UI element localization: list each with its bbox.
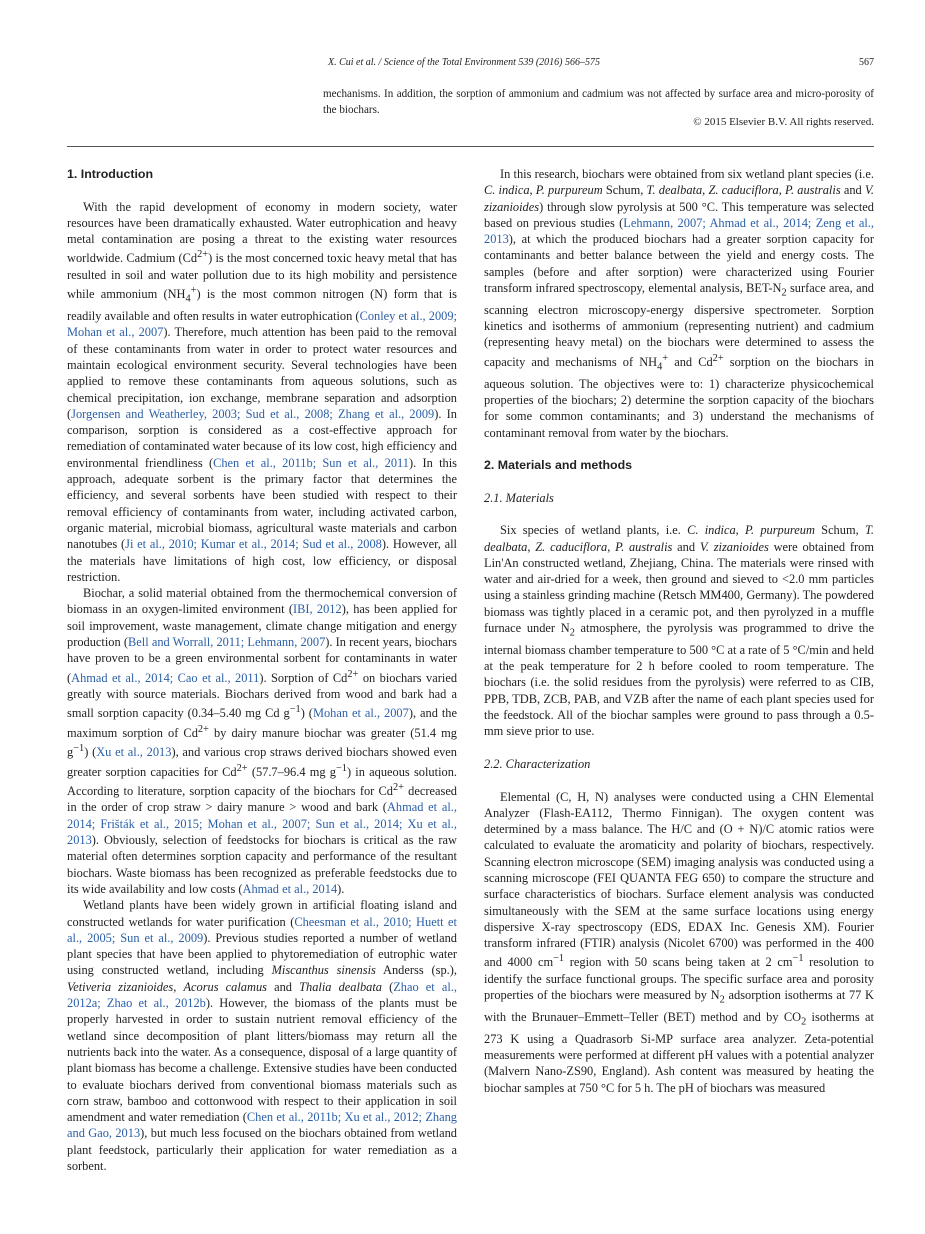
citation-link[interactable]: Lehmann, 2007; Ahmad et al., 2014; Zeng et al., 2013 bbox=[484, 215, 874, 247]
citation-link[interactable]: Conley et al., 2009; Mohan et al., 2007 bbox=[67, 309, 457, 340]
citation-link[interactable]: Ji et al., 2010; Kumar et al., 2014; Sud et al., 2008 bbox=[125, 537, 382, 552]
page-number: 567 bbox=[859, 57, 874, 68]
citation-link[interactable]: Xu et al., 2013 bbox=[96, 745, 172, 760]
intro-paragraph-3: Wetland plants have been widely grown in artificial floating island and constructed wetlands for water purification (Cheesman et al., 2010; Huett et al., 2005; Sun et al., 2009). Previous studies reported a number of wetland plant species that have been applied to phytoremediation of eutrophic water using constructed wetland, including Miscanthus sinensis Anderss (sp.), Vetiveria zizanioides, Acorus calamus and Thalia dealbata (Zhao et al., 2012a; Zhao et al., 2012b). However, the biomass of the plants must be properly harvested in order to sustain nutrient removal efficiency of the wetland since decomposition of plant litters/biomass may return all the nutrients back into the water. As a consequence, disposal of a large quantity of plant biomass has become a challenge. Extensive studies have been conducted to evaluate biochars derived from conventional biomass materials such as corn straw, bamboo and cottonwood with respect to their application in soil amendment and water remediation (Chen et al., 2011b; Xu et al., 2012; Zhang and Gao, 2013), but much less focused on the biochars obtained from wetland plant feedstock, particularly their application for water remediation as a sorbent. bbox=[67, 898, 458, 1173]
running-title: X. Cui et al. / Science of the Total Environment 539 (2016) 566–575 bbox=[328, 57, 601, 68]
abstract-tail: mechanisms. In addition, the sorption of ammonium and cadmium was not affected by surface area and micro-porosity of the biochars. bbox=[323, 88, 874, 116]
materials-paragraph: Six species of wetland plants, i.e. C. indica, P. purpureum Schum, T. dealbata, Z. caduciflora, P. australis and V. zizanioides were obtained from Lin'An constructed wetland, Zhejiang, China. The materials were rinsed with water and air-dried for a week, then ground and sieved to <2.0 mm particles using a stainless grinding machine (Retsch MM400, Germany). The powdered biomass was tightly placed in a ceramic pot, and then pyrolyzed in a muffle furnace under $N_2$ atmosphere, the pyrolysis was programmed to drive the internal biomass chamber temperature to 500 °C at a rate of 5 °C/min and held at the peak temperature for 2 h before cooled to room temperature. The biochars (i.e. the solid residues from the pyrolysis) were referred to as CIB, PPB, TDB, ZCB, PAB, and VZB after the name of each plant species used for the feedstock. All of the biochar samples were ground to pass through a 0.5-mm sieve prior to use. bbox=[484, 523, 875, 739]
citation-link[interactable]: IBI, 2012 bbox=[292, 602, 342, 617]
copyright-notice: © 2015 Elsevier B.V. All rights reserved. bbox=[693, 116, 874, 128]
intro-paragraph-2: Biochar, a solid material obtained from the thermochemical conversion of biomass in an oxygen-limited environment (IBI, 2012), has been applied for soil improvement, waste management, climate change mitigation and energy production (Bell and Worrall, 2011; Lehmann, 2007). In recent years, biochars have proven to be a green environmental sorbent for contaminants in water (Ahmad et al., 2014; Cao et al., 2011). Sorption of $Cd^{2+}$ on biochars varied greatly with source materials. Biochars derived from wood and bark had a small sorption capacity (0.34–5.40 mg Cd $g^{-1}$) (Mohan et al., 2007), and the maximum sorption of $Cd^{2+}$ by dairy manure biochar was greater (51.4 mg $g^{-1}$) (Xu et al., 2013), and various crop straws derived biochars showed even greater sorption capacities for $Cd^{2+}$ (57.7–96.4 mg $g^{-1}$) in aqueous solution. According to literature, sorption capacity of the biochars for $Cd^{2+}$ decreased in the order of crop straw > dairy manure > wood and bark (Ahmad et al., 2014; Frišták et al., 2015; Mohan et al., 2007; Sun et al., 2014; Xu et al., 2013). Obviously, selection of feedstocks for biochars is critical as the raw material often determines sorption capacity and performance of the resultant biochars. Waste biomass has been recognized as preferable feedstocks due to its wide availability and low costs (Ahmad et al., 2014). bbox=[67, 586, 458, 896]
right-column bbox=[484, 166, 874, 1096]
citation-link[interactable]: Zhao et al., 2012a; Zhao et al., 2012b bbox=[67, 979, 457, 1011]
intro-paragraph-4: In this research, biochars were obtained from six wetland plant species (i.e. C. indica, P. purpureum Schum, T. dealbata, Z. caduciflora, P. australis and V. zizanioides) through slow pyrolysis at 500 °C. This temperature was selected based on previous studies (Lehmann, 2007; Ahmad et al., 2014; Zeng et al., 2013), at which the produced biochars had a greater sorption capacity for contaminants and better balance between the yield and energy costs. The samples (before and after sorption) were characterized using Fourier transform infrared spectroscopy, elemental analysis, BET-$N_2$ surface area, and scanning electron microscopy-energy dispersive spectrometer. Sorption kinetics and isotherms of ammonium (representing nutrient) and cadmium (representing heavy metal) on the biochars were determined to assess the capacity and mechanisms of $NH_4^+$ and $Cd^{2+}$ sorption on the biochars in aqueous solution. The objectives were to: 1) characterize physicochemical properties of the biochars; 2) determine the sorption capacity of the biochars for some common contaminants; and 3) understand the mechanisms of contaminant removal from water by the biochars. bbox=[484, 167, 874, 440]
citation-link[interactable]: Chen et al., 2011b; Xu et al., 2012; Zhang and Gao, 2013 bbox=[67, 1110, 458, 1141]
section-heading-materials-methods: 2. Materials and methods bbox=[484, 458, 633, 473]
citation-link[interactable]: Ahmad et al., 2014 bbox=[242, 881, 338, 896]
subsection-heading-materials: 2.1. Materials bbox=[484, 490, 554, 505]
citation-link[interactable]: Ahmad et al., 2014; Frišták et al., 2015; Mohan et al., 2007; Sun et al., 2014; Xu et al., 2013 bbox=[67, 800, 457, 848]
citation-link[interactable]: Chen et al., 2011b; Sun et al., 2011 bbox=[213, 455, 409, 470]
citation-link[interactable]: Cheesman et al., 2010; Huett et al., 2005; Sun et al., 2009 bbox=[67, 914, 457, 945]
citation-link[interactable]: Ahmad et al., 2014; Cao et al., 2011 bbox=[71, 670, 260, 685]
section-divider bbox=[67, 146, 874, 147]
characterization-paragraph: Elemental (C, H, N) analyses were conducted using a CHN Elemental Analyzer (Flash-EA112, Thermo Finnigan). The oxygen content was determined by a mass balance. The H/C and (O + N)/C atomic ratios were calculated to evaluate the aromaticity and polarity of biochars, respectively. Scanning electron microscope (SEM) imaging analysis was conducted using a scanning microscope (FEI QUANTA FEG 650) to compare the structure and surface characteristics of biochars. Surface element analysis was conducted simultaneously with the SEM at the same surface locations using energy dispersive X-ray spectroscopy (EDS, EDAX Inc. Genesis XM). Fourier transform infrared (FTIR) analysis (Nicolet 6700) was performed in the 400 and 4000 $cm^{-1}$ region with 50 scans being taken at 2 $cm^{-1}$ resolution to identify the surface functional groups. The specific surface area and porosity properties of the biochars were measured by $N_2$ adsorption isotherms at 77 K with the Brunauer–Emmett–Teller (BET) method and by $CO_2$ isotherms at 273 K using a Quadrasorb Si-MP surface area analyzer. Zeta-potential measurements were performed at different pH values with a potential analyzer (Malvern Nano-ZS90, England). Ash content was measured by heating the biochar samples at 750 °C for 5 h. The pH of biochars was measured bbox=[484, 789, 874, 1095]
subsection-heading-characterization: 2.2. Characterization bbox=[484, 756, 591, 771]
citation-link[interactable]: Bell and Worrall, 2011; Lehmann, 2007 bbox=[128, 635, 326, 650]
citation-link[interactable]: Mohan et al., 2007 bbox=[312, 706, 409, 721]
intro-paragraph-1: With the rapid development of economy in modern society, water resources have been dramatically exhausted. Water eutrophication and heavy metal contamination are posing a threat to the existing water resources worldwide. Cadmium $(Cd^{2+})$ is the most concerned toxic heavy metal that has resulted in soil and water pollution due to its high mobility and persistence while ammonium $(NH_4^+)$ is the most common nitrogen (N) form that is readily available and often results in water eutrophication (Conley et al., 2009; Mohan et al., 2007). Therefore, much attention has been paid to the removal of these contaminants from water in order to protect water resources and maintain ecological environment security. Several technologies have been applied to remove these contaminants from aqueous solutions, such as chemical precipitation, ion exchange, membrane separation and adsorption (Jorgensen and Weatherley, 2003; Sud et al., 2008; Zhang et al., 2009). In comparison, sorption is considered as a cost-effective approach for remediation of contaminated water because of its low cost, high efficiency and environmental friendliness (Chen et al., 2011b; Sun et al., 2011). In this approach, adequate sorbent is the primary factor that determines the efficiency, and several sorbents have been studied with respect to their removal efficiency of contaminants from water, including activated carbon, organic material, microbial biomass, agricultural waste materials and carbon nanotubes (Ji et al., 2010; Kumar et al., 2014; Sud et al., 2008). However, all the materials have limitations of high cost, low efficiency, or disposal restriction. bbox=[67, 199, 458, 584]
left-column bbox=[67, 166, 457, 1174]
citation-link[interactable]: Jorgensen and Weatherley, 2003; Sud et al., 2008; Zhang et al., 2009 bbox=[71, 406, 435, 421]
section-heading-introduction: 1. Introduction bbox=[67, 167, 154, 181]
